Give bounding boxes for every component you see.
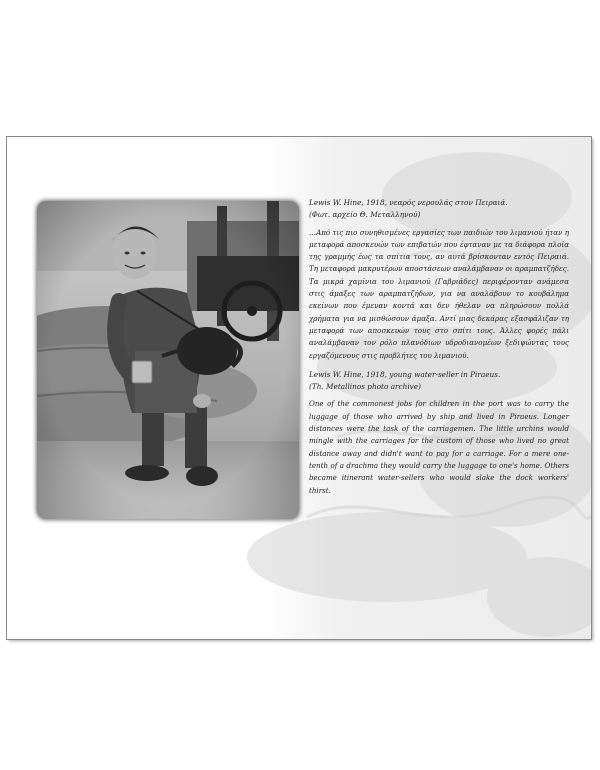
english-caption-archive: (Th. Metallinos photo archive) — [309, 382, 421, 392]
text-column — [309, 197, 569, 504]
greek-caption — [309, 197, 569, 222]
greek-caption-credit: Lewis W. Hine, 1918, νεαρός νερουλάς στον Πειραιά. — [309, 198, 508, 207]
english-caption-credit: Lewis W. Hine, 1918, young water-seller in Piraeus. — [309, 369, 501, 379]
english-caption — [309, 369, 569, 394]
book-page — [7, 137, 591, 639]
archival-photo-water-seller — [37, 201, 299, 519]
greek-body-paragraph: …Από τις πιο συνηθισμένες εργασίες των παιδιών του λιμανιού ήταν η μεταφορά αποσκευών των επιβατών που έφταναν με τα διάφορα πλοία της γραμμής έως τα σπίτια τους, αν αυτά βρίσκονταν εντός Πειραιά. Τη μεταφορά μακρυτέρων αποστάσεων αναλάμβαναν οι αραμπατζήδες. Τα μικρά χαμίνια του λιμανιού (Γαβριάδες) περιφέρονταν ανάμεσα στις άμαξες των αραμπατζήδων, για να αναλάβουν το κουβάλημα εκείνων που έμεναν κοντά και δεν ήθελαν να πληρώσουν πολλά χρήματα για να μισθώσουν άμαξα. Αντί μιας δεκάρας εξασφάλιζαν τη μεταφορά των αποσκευών τους στο σπίτι τους. Άλλες φορές πάλι αναλάμβαναν τον ρόλο πλανόδιων υδροδιανομέων ξεδιψώντας τους εργαζόμενους στις προβλήτες του λιμανιού. — [309, 227, 569, 360]
english-body-paragraph: One of the commonest jobs for children in the port was to carry the luggage of those who arrived by ship and lived in Piraeus. Longer distances were the task of the carriagemen. The little urchins would mingle with the carriages for the custom of those who lived no great distance away and didn't want to pay for a carriage. For a mere one-tenth of a drachma they would carry the luggage to one's home. Others became itinerant water-sellers who would slake the dock workers' thirst. — [309, 399, 569, 495]
greek-caption-archive: (Φωτ. αρχείο Θ. Μεταλληνού) — [309, 210, 421, 220]
